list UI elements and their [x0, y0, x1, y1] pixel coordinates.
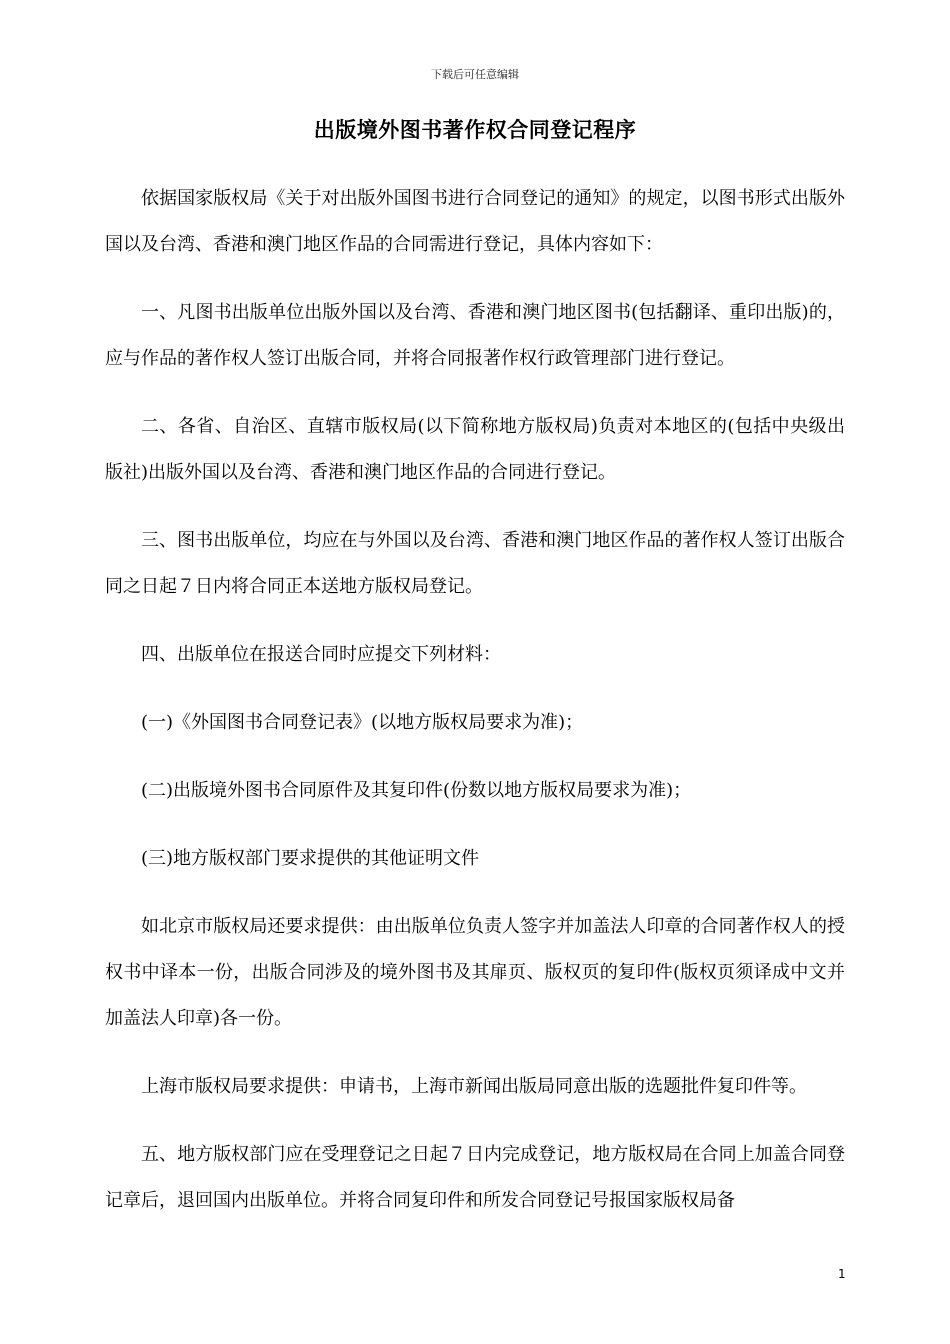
- paragraph-intro: 依据国家版权局《关于对出版外国图书进行合同登记的通知》的规定，以图书形式出版外国以及台湾、香港和澳门地区作品的合同需进行登记，具体内容如下：: [105, 188, 845, 255]
- paragraph-item-5: 五、地方版权部门应在受理登记之日起７日内完成登记，地方版权局在合同上加盖合同登记章后，退回国内出版单位。并将合同复印件和所发合同登记号报国家版权局备: [105, 1144, 845, 1211]
- paragraph-shanghai: 上海市版权局要求提供：申请书，上海市新闻出版局同意出版的选题批件复印件等。: [141, 1076, 807, 1097]
- document-body: [105, 176, 845, 1246]
- paragraph-item-1: 一、凡图书出版单位出版外国以及台湾、香港和澳门地区图书(包括翻译、重印出版)的，应与作品的著作权人签订出版合同，并将合同报著作权行政管理部门进行登记。: [105, 302, 845, 369]
- paragraph-item-2: 二、各省、自治区、直辖市版权局(以下简称地方版权局)负责对本地区的(包括中央级出版社)出版外国以及台湾、香港和澳门地区作品的合同进行登记。: [105, 416, 845, 483]
- paragraph-subitem-2: (二)出版境外图书合同原件及其复印件(份数以地方版权局要求为准)；: [141, 780, 692, 801]
- paragraph-item-4: 四、出版单位在报送合同时应提交下列材料：: [141, 644, 501, 665]
- paragraph-subitem-1: (一)《外国图书合同登记表》(以地方版权局要求为准)；: [141, 712, 584, 733]
- paragraph-beijing: 如北京市版权局还要求提供：由出版单位负责人签字并加盖法人印章的合同著作权人的授权书中译本一份，出版合同涉及的境外图书及其扉页、版权页的复印件(版权页须译成中文并加盖法人印章)各一份。: [105, 916, 845, 1029]
- paragraph-subitem-3: (三)地方版权部门要求提供的其他证明文件: [141, 848, 480, 869]
- document-title: 出版境外图书著作权合同登记程序: [313, 118, 637, 142]
- header-note: 下载后可任意编辑: [431, 68, 519, 81]
- paragraph-item-3: 三、图书出版单位，均应在与外国以及台湾、香港和澳门地区作品的著作权人签订出版合同之日起７日内将合同正本送地方版权局登记。: [105, 530, 845, 597]
- page-number: 1: [838, 1267, 846, 1281]
